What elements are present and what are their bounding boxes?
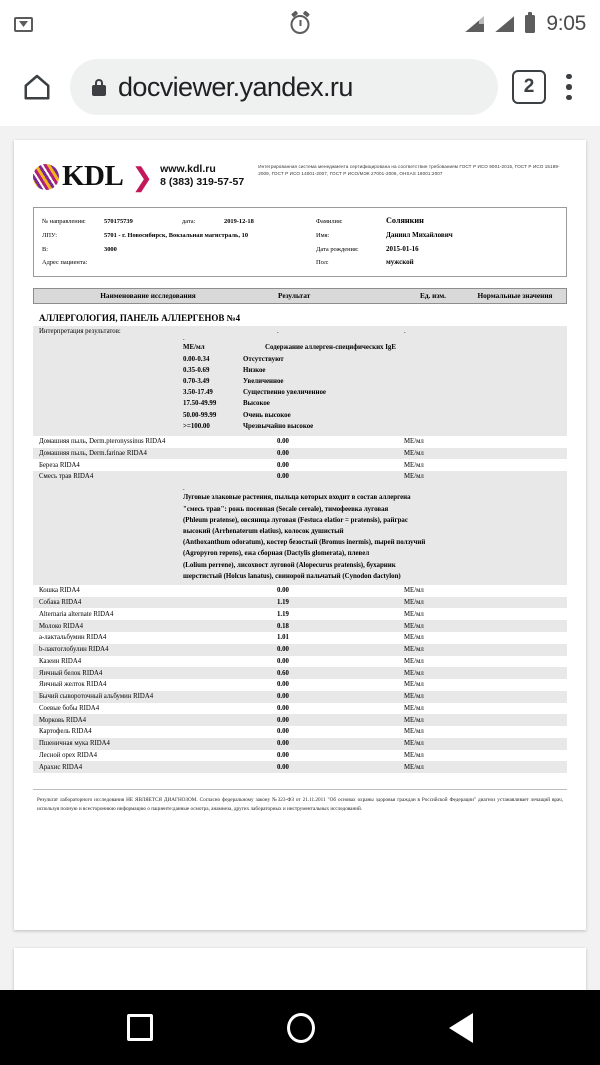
table-row	[33, 448, 567, 460]
test-result: 0.00	[277, 449, 289, 457]
url-text[interactable]: docviewer.yandex.ru	[118, 71, 353, 102]
disclaimer-text: Результат лабораторного исследования НЕ ЯВЛЯЕТСЯ ДИАГНОЗОМ. Согласно федеральному закону №323-ФЗ от 21.11.2011 "Об основах охраны здоровья граждан в Российской Федерации" диагноз устанавливает лечащий врач, используя полную и всестороннюю информацию о пациенте:данные осмотра, анамнеза, других лабораторных и инструментальных исследований.	[33, 789, 567, 814]
document-page-2	[14, 948, 586, 990]
test-name: Лесной орех RIDA4	[39, 751, 97, 759]
overflow-menu-icon[interactable]	[552, 68, 586, 106]
test-result: 0.00	[277, 693, 289, 701]
test-name: Домашняя пыль, Derm.pteronyssinus RIDA4	[39, 438, 166, 446]
grass-note-line: Луговые злаковые растения, пыльца которых входит в состав аллергена	[183, 494, 411, 502]
test-name: Морковь RIDA4	[39, 716, 87, 724]
test-name: a-лактальбумин RIDA4	[39, 634, 107, 642]
test-result: 0.60	[277, 669, 289, 677]
table-row	[33, 632, 567, 644]
birth-value: 2015-01-16	[386, 244, 419, 253]
letterhead	[33, 162, 567, 203]
test-result: 0.00	[277, 704, 289, 712]
sex-label: Пол:	[316, 259, 329, 267]
test-name: Молоко RIDA4	[39, 622, 84, 630]
scale-row	[33, 421, 567, 432]
table-row	[33, 726, 567, 738]
scale-description: Низкое	[243, 366, 266, 374]
test-name: Яичный желток RIDA4	[39, 681, 107, 689]
scale-description: Отсутствуют	[243, 355, 284, 363]
signal-bars-icon-sim2	[495, 16, 514, 32]
sex-value: мужской	[386, 258, 414, 267]
table-row	[33, 738, 567, 750]
table-row	[33, 679, 567, 691]
test-unit: МЕ/мл	[404, 669, 424, 677]
browser-toolbar	[0, 48, 600, 126]
scale-range: 17.50-49.99	[183, 400, 217, 408]
name-label: Имя:	[316, 231, 330, 239]
interpretation-header-row	[33, 328, 567, 335]
grass-note-line: высокий (Arrhenaterum elatius), колосок душистый	[183, 527, 344, 535]
scale-range: 50.00-99.99	[183, 411, 217, 419]
cast-icon	[14, 17, 33, 32]
test-name: Кошка RIDA4	[39, 587, 80, 595]
table-row	[33, 597, 567, 609]
status-bar-right	[465, 12, 586, 36]
back-triangle-icon[interactable]	[449, 1013, 473, 1043]
test-result: 1.19	[277, 610, 289, 618]
recents-square-icon[interactable]	[127, 1014, 153, 1041]
test-result: 0.18	[277, 622, 289, 630]
grass-note-line: шерстистый (Holcus lanatus), свинорой пальчатый (Cynodon dactylon)	[183, 572, 401, 580]
lock-icon	[92, 79, 106, 96]
test-name: Бычий сывороточный альбумин RIDA4	[39, 693, 154, 701]
test-unit: МЕ/мл	[404, 646, 424, 654]
test-unit: МЕ/мл	[404, 740, 424, 748]
patient-row-b	[42, 243, 558, 257]
test-result: 0.00	[277, 587, 289, 595]
scale-description: Очень высокое	[243, 411, 291, 419]
document-page-1	[14, 140, 586, 930]
test-name: Домашняя пыль, Derm.farinae RIDA4	[39, 449, 147, 457]
home-circle-icon[interactable]	[287, 1013, 315, 1043]
test-name: Alternaria alternate RIDA4	[39, 610, 114, 618]
scale-range: 0.35-0.69	[183, 366, 210, 374]
surname-value: Солянкин	[386, 216, 424, 225]
document-viewer[interactable]	[0, 126, 600, 990]
interpretation-block	[33, 326, 567, 436]
table-row	[33, 714, 567, 726]
test-unit: МЕ/мл	[404, 693, 424, 701]
tab-counter-button[interactable]: 2	[512, 70, 546, 104]
interpretation-label: Интерпретация результатов:	[39, 327, 121, 335]
kdl-sphere-logo-icon	[33, 164, 59, 190]
scale-header	[33, 342, 567, 353]
b-label: В:	[42, 245, 49, 253]
test-unit: МЕ/мл	[404, 704, 424, 712]
test-unit: МЕ/мл	[404, 681, 424, 689]
test-result: 0.00	[277, 461, 289, 469]
test-unit: МЕ/мл	[404, 461, 424, 469]
result-rows-bottom	[33, 585, 567, 773]
results-table-header	[33, 288, 567, 304]
test-result: 0.00	[277, 473, 289, 481]
scale-row	[33, 365, 567, 376]
test-unit: МЕ/мл	[404, 449, 424, 457]
patient-row-lpu	[42, 229, 558, 243]
android-status-bar	[0, 0, 600, 48]
result-rows-top	[33, 436, 567, 483]
scale-range: 3.50-17.49	[183, 389, 213, 397]
test-name: Арахис RIDA4	[39, 763, 83, 771]
grass-note-lines	[33, 492, 567, 582]
name-value: Даниил Михайлович	[386, 230, 453, 239]
home-icon	[22, 72, 52, 102]
test-result: 0.00	[277, 716, 289, 724]
table-row	[33, 667, 567, 679]
table-row	[33, 644, 567, 656]
grass-mix-note	[33, 483, 567, 585]
patient-row-address	[42, 256, 558, 270]
scale-row	[33, 376, 567, 387]
test-unit: МЕ/мл	[404, 657, 424, 665]
test-name: Собака RIDA4	[39, 598, 82, 606]
scale-range: 0.70-3.49	[183, 377, 210, 385]
home-button[interactable]	[14, 64, 60, 110]
test-unit: МЕ/мл	[404, 587, 424, 595]
column-header-unit: Ед. изм.	[419, 291, 447, 301]
test-unit: МЕ/мл	[404, 634, 424, 642]
scale-description: Увеличенное	[243, 377, 284, 385]
table-row	[33, 585, 567, 597]
test-unit: МЕ/мл	[404, 438, 424, 446]
signal-bars-icon-sim1	[465, 16, 484, 32]
test-result: 0.00	[277, 438, 289, 446]
table-row	[33, 703, 567, 715]
test-name: Пшеничная мука RIDA4	[39, 740, 110, 748]
alarm-clock-icon	[291, 15, 310, 34]
column-header-normal: Нормальные значения	[477, 291, 553, 301]
grass-note-line: (Agropyron repens), ежа сборная (Dactylis glomerata), плевел	[183, 550, 370, 558]
table-row	[33, 750, 567, 762]
patient-info-box	[33, 207, 567, 277]
test-unit: МЕ/мл	[404, 728, 424, 736]
test-result: 1.19	[277, 598, 289, 606]
table-row	[33, 471, 567, 483]
scale-rows	[33, 354, 567, 432]
scale-row	[33, 398, 567, 409]
interpretation-result-marker: .	[277, 327, 279, 335]
android-navigation-bar	[0, 990, 600, 1065]
test-name: Береза RIDA4	[39, 461, 80, 469]
table-row	[33, 436, 567, 448]
scale-description: Чрезвычайно высокое	[243, 422, 314, 430]
column-header-result: Результат	[278, 291, 311, 301]
scale-range: >=100.00	[183, 422, 210, 430]
lpu-label: ЛПУ:	[42, 231, 58, 239]
scale-marker: .	[183, 334, 185, 342]
scale-header-range: МЕ/мл	[183, 344, 205, 352]
test-result: 0.00	[277, 681, 289, 689]
patient-row-direction	[42, 213, 558, 229]
date-value: 2019-12-18	[224, 218, 254, 225]
direction-label: № направления:	[42, 218, 86, 225]
test-name: b-лактоглобулин RIDA4	[39, 646, 109, 654]
grass-note-line: (Anthoxanthum odoratum), костер безостый (Bromus inermis), пырей ползучий	[183, 539, 426, 547]
table-row	[33, 761, 567, 773]
table-row	[33, 620, 567, 632]
test-result: 0.00	[277, 740, 289, 748]
direction-value: 570175739	[104, 218, 133, 225]
scale-row	[33, 387, 567, 398]
table-row	[33, 459, 567, 471]
grass-note-line: "смесь трав": рожь посевная (Secale cereale), тимофеевка луговая	[183, 505, 389, 513]
b-value: 3000	[104, 245, 117, 253]
certification-text: Интегрированная система менеджмента сертифицирована на соответствие требованиям ГОСТ Р ИСО 9001-2015, ГОСТ Р ИСО 15189-2009, ГОСТ Р ИСО 14001-2007, ГОСТ Р ИСО/МЭК 27001-2006, OHSAS 18001:2007	[258, 164, 560, 176]
test-name: Смесь трав RIDA4	[39, 473, 94, 481]
scale-row	[33, 354, 567, 365]
address-label: Адрес пациента:	[42, 259, 88, 267]
test-result: 0.00	[277, 751, 289, 759]
test-result: 0.00	[277, 646, 289, 654]
chevron-right-icon: ❯	[131, 161, 154, 192]
table-row	[33, 656, 567, 668]
test-result: 1.01	[277, 634, 289, 642]
battery-full-icon	[525, 15, 535, 33]
scale-range: 0.00-0.34	[183, 355, 210, 363]
url-bar[interactable]	[70, 59, 498, 115]
table-row	[33, 608, 567, 620]
lab-contact	[160, 162, 244, 189]
test-result: 0.00	[277, 728, 289, 736]
grass-note-marker: .	[183, 484, 185, 492]
lab-phone: 8 (383) 319-57-57	[160, 176, 245, 189]
kdl-wordmark: KDL	[62, 160, 124, 192]
test-unit: МЕ/мл	[404, 610, 424, 618]
test-name: Картофель RIDA4	[39, 728, 92, 736]
grass-note-line: (Lolium perrene), лисохвост луговой (Alopecurus pratensis), бухарник	[183, 561, 396, 569]
status-bar-left	[14, 17, 33, 32]
test-result: 0.00	[277, 657, 289, 665]
scale-row	[33, 410, 567, 421]
scale-description: Высокое	[243, 400, 270, 408]
test-unit: МЕ/мл	[404, 473, 424, 481]
interpretation-unit-marker: .	[404, 327, 406, 335]
lpu-value: 5701 - г. Новосибирск, Вокзальная магистраль, 10	[104, 231, 249, 239]
table-row	[33, 691, 567, 703]
column-header-name: Наименование исследования	[100, 291, 196, 301]
date-label: дата:	[182, 218, 196, 225]
birth-label: Дата рождения:	[316, 245, 359, 253]
page-title: АЛЛЕРГОЛОГИЯ, ПАНЕЛЬ АЛЛЕРГЕНОВ №4	[39, 312, 241, 323]
test-name: Яичный белок RIDA4	[39, 669, 103, 677]
test-result: 0.00	[277, 763, 289, 771]
test-name: Казеин RIDA4	[39, 657, 82, 665]
test-unit: МЕ/мл	[404, 751, 424, 759]
scale-description: Существенно увеличенное	[243, 389, 326, 397]
surname-label: Фамилия:	[316, 218, 343, 225]
test-unit: МЕ/мл	[404, 598, 424, 606]
lab-website: www.kdl.ru	[160, 163, 216, 175]
test-unit: МЕ/мл	[404, 716, 424, 724]
grass-note-line: (Phleum pratense), овсяница луговая (Festuca elatior = pratensis), райграс	[183, 516, 408, 524]
status-bar-clock: 9:05	[546, 12, 586, 35]
test-name: Соевые бобы RIDA4	[39, 704, 100, 712]
scale-header-desc: Содержание аллерген-специфических IgE	[265, 344, 396, 352]
test-unit: МЕ/мл	[404, 622, 424, 630]
kdl-logo	[33, 162, 160, 191]
test-unit: МЕ/мл	[404, 763, 424, 771]
